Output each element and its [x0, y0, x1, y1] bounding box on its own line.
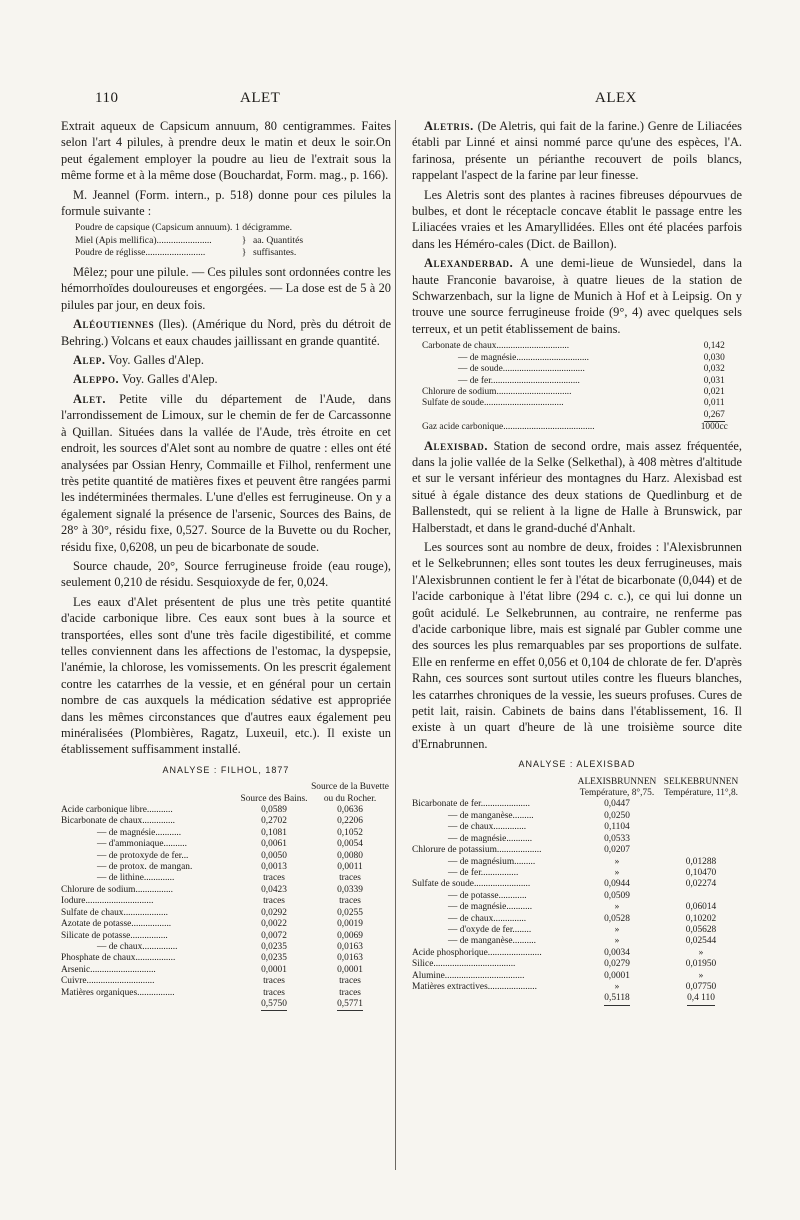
- table-total-row: 0,267: [422, 410, 736, 422]
- table-row: Bicarbonate de chaux.............. 0,2702 0,2206: [61, 816, 363, 827]
- table-row: — de soude................................... 0,032: [458, 364, 725, 375]
- table-row: Cuivre............................. traces traces: [61, 976, 361, 987]
- table-total-row: 0,5750 0,5771: [61, 999, 391, 1011]
- table-row: Phosphate de chaux................. 0,0235 0,0163: [61, 953, 363, 964]
- table-header: Source des Bains. Source de la Buvette ou du Rocher.: [240, 782, 389, 804]
- entry-aleoutiennes: Aléoutiennes (Iles). (Amérique du Nord, près du détroit de Behring.) Volcans et eaux chaudes jaillissant en grande quantité.: [61, 317, 391, 348]
- table-row: Bicarbonate de fer..................... 0,0447: [412, 799, 630, 810]
- table-row: — de fer................ » 0,10470: [448, 867, 717, 878]
- table-row: Silice................................... 0,0279 0,01950: [412, 959, 717, 970]
- right-running-title: ALEX: [595, 90, 637, 106]
- paragraph: Les eaux d'Alet présentent de plus une très petite quantité d'acide carbonique libre. Ces eaux sont bues à la source et transportées, elles sont d'une très facile digestibilité, et comme telles conviennent dans les affections de l'estomac, la dyspepsie, l'anémie, la chlorose, les vomissements. On les prescrit également contre les catarrhes de la vessie, et en général pour un certain nombre de cas auxquels la médication sédative est appropriée dans les mêmes circonstances que d'autres eaux également peu minéralisées (Plombières, Ragatz, Luxeuil, etc.). Il existe un établissement suffisamment installé.: [61, 594, 391, 757]
- table-header: ALEXISBRUNNEN Température, 8°,75. SELKEBRUNNEN Température, 11°,8.: [577, 776, 739, 799]
- table-row: — de magnésie........... » 0,06014: [448, 902, 717, 913]
- table-row: — de manganèse.......... » 0,02544: [448, 936, 717, 947]
- table-row: Matières extractives..................... » 0,07750: [412, 981, 717, 992]
- paragraph: Source chaude, 20°, Source ferrugineuse froide (eau rouge), seulement 0,210 de résidu. Sesquioxyde de fer, 0,024.: [61, 558, 391, 590]
- alet-analysis-table: [61, 782, 391, 1011]
- table-row: — de magnésium......... » 0,01288: [448, 856, 717, 867]
- table-row: — de magnésie............................... 0,030: [458, 352, 725, 363]
- recipe-line: Poudre de réglisse......................... } suffisantes.: [75, 246, 297, 258]
- table-row: — d'oxyde de fer........ » 0,05628: [448, 924, 717, 935]
- entry-headword: Alet.: [73, 391, 107, 406]
- alexisbad-analysis-table: [412, 777, 742, 1006]
- table-caption: ANALYSE : FILHOL, 1877: [162, 764, 290, 775]
- recipe-line: Miel (Apis mellifica)....................... } aa. Quantités: [75, 234, 304, 246]
- table-row: Chlorure de sodium................ 0,0423 0,0339: [61, 884, 363, 895]
- table-row: — de magnésie........... 0,1081 0,1052: [97, 827, 363, 838]
- entry-headword: Aletris.: [424, 119, 474, 133]
- table-row: — de chaux.............. 0,1104: [448, 822, 630, 833]
- page-number: 110: [95, 90, 119, 106]
- table-row: Sulfate de soude........................ 0,0944 0,02274: [412, 879, 717, 890]
- table-row: — de protoxyde de fer... 0,0050 0,0080: [97, 850, 363, 861]
- alexanderbad-table: [422, 341, 736, 433]
- entry-alexanderbad: Alexanderbad. A une demi-lieue de Wunsiedel, dans la haute Franconie bavaroise, à quatre lieues de la station de Schwarzenbach, sur la ligne de Munich à Hof et à Leipsig. On y trouve une source ferrugineuse froide (9°, 4) avec quelques sels terreux, et un petit établissement de bains.: [412, 256, 742, 336]
- paragraph: Extrait aqueux de Capsicum annuum, 80 centigrammes. Faites selon l'art 4 pilules, à prendre deux le matin et deux le soir.On peut également employer la poudre au lieu de l'extrait sous la même forme et à la même dose (Bouchardat, Form. mag., p. 166).: [61, 119, 391, 183]
- pill-recipe: [75, 222, 391, 259]
- entry-aletris: Aletris. (De Aletris, qui fait de la farine.) Genre de Liliacées établi par Linné et ainsi nommé parce qu'une des espèces, l'A. farinosa, présente un périanthe recouvert de poils blancs, rappelant l'aspect de la farine par leur finesse.: [412, 119, 742, 183]
- table-row: Silicate de potasse................ 0,0072 0,0069: [61, 930, 363, 941]
- table-row: — de chaux.............. 0,0528 0,10202: [448, 913, 717, 924]
- table-row: Gaz acide carbonique....................................... 1000cc: [422, 422, 728, 433]
- paragraph: M. Jeannel (Form. intern., p. 518) donne pour ces pilules la formule suivante :: [61, 187, 391, 219]
- entry-headword: Alexisbad.: [424, 438, 489, 453]
- table-row: Arsenic............................ 0,0001 0,0001: [61, 964, 363, 975]
- left-column: [61, 118, 391, 1011]
- table-row: Carbonate de chaux............................... 0,142: [422, 341, 725, 352]
- table-row: Sulfate de chaux................... 0,0292 0,0255: [61, 907, 363, 918]
- entry-headword: Aléoutiennes: [73, 317, 155, 332]
- table-total-row: 0,5118 0,4 110: [412, 993, 742, 1005]
- paragraph: Les Aletris sont des plantes à racines fibreuses dépourvues de bulbes, et dont le réceptacle concave établit le passage entre les Liliacées vraies et les Amaryllidées. Elles ont été placées parfois dans les Héméro-cales (Dict. de Baillon).: [412, 187, 742, 251]
- left-running-title: ALET: [240, 90, 281, 106]
- table-row: — de lithine............. traces traces: [97, 873, 361, 884]
- table-row: Acide carbonique libre........... 0,0589 0,0636: [61, 805, 363, 816]
- table-row: Azotate de potasse................. 0,0022 0,0019: [61, 919, 363, 930]
- paragraph: Les sources sont au nombre de deux, froides : l'Alexisbrunnen et le Selkebrunnen; elles sont toutes les deux ferrugineuses, mais l'Alexisbrunnen contient le fer à l'état de bicarbonate (0,044) et de l'acide carbonique à l'état libre (294 c. c.), ce qui lui donne un goût acidulé. Le Selkebrunnen, au contraire, ne renferme pas d'acide carbonique libre, mais est signalé par Gubler comme une des sources les plus remarquables par ses proportions de sulfate. Elle en renferme en effet 0,056 et 0,104 de chlorate de fer. D'après Rahn, ces sources sont surtout utiles contre les flueurs blanches, les catarrhes chroniques de la vessie, les sueurs profuses. Cures de petit lait, raisin. Cabinets de bains dans l'établissement, 16. Il existe à un quart d'heure de là une troisième source dite d'Ernabrunnen.: [412, 539, 742, 751]
- table-caption: ANALYSE : ALEXISBAD: [518, 759, 636, 770]
- table-row: — de chaux............... 0,0235 0,0163: [97, 941, 363, 952]
- paragraph: Mêlez; pour une pilule. — Ces pilules sont ordonnées contre les hémorrhoïdes douloureuses et engorgées. — La dose est de 5 à 20 pilules par jour, en deux fois.: [61, 265, 391, 312]
- table-row: Chlorure de sodium................................ 0,021: [422, 386, 725, 397]
- right-column: [412, 118, 742, 1006]
- table-row: Alumine.................................. 0,0001 »: [412, 970, 704, 981]
- entry-headword: Alep.: [73, 353, 106, 368]
- table-row: Chlorure de potassium................... 0,0207: [412, 845, 630, 856]
- entry-alet: Alet. Petite ville du département de l'Aude, dans l'arrondissement de Limoux, sur le chemin de fer de Carcassonne à Quillan. Situées dans la vallée de l'Aude, très étroite en cet endroit, les sources d'Alet sont au nombre de quatre : elles ont été analysées par Ossian Henry, Commaille et Filhol, renferment une très petite quantité de matières fixes et peuvent être rangées parmi les indéterminées thermales. L'une d'elles est ferrugineuse. On y a également signalé la présence de l'arsenic, Sources des Bains, de 28° à 30°, résidu fixe, 0,527. Source de la Buvette ou du Rocher, résidu fixe, 0,6208, un peu de bicarbonate de soude.: [61, 391, 391, 554]
- table-row: — d'ammoniaque.......... 0,0061 0,0054: [97, 839, 363, 850]
- entry-aleppo: Aleppo. Voy. Galles d'Alep.: [73, 372, 218, 387]
- entry-alexisbad: Alexisbad. Station de second ordre, mais assez fréquentée, dans la jolie vallée de la Selke (Selkethal), à 408 mètres d'altitude et sur le versant inférieur des montagnes du Harz. Alexisbad est situé à égale distance des deux stations de Quedlinburg et de Ballenstedt, qui se relient à la ligne de Halle à Brunswick, par Halberstadt, et dans le grand-duché d'Anhalt.: [412, 438, 742, 535]
- table-row: — de protox. de mangan. 0,0013 0,0011: [97, 862, 363, 873]
- table-row: — de potasse............ 0,0509: [448, 890, 630, 901]
- table-row: Sulfate de soude.................................. 0,011: [422, 398, 725, 409]
- table-row: — de fer...................................... 0,031: [458, 375, 725, 386]
- table-row: Acide phosphorique....................... 0,0034 »: [412, 947, 704, 958]
- table-row: — de magnésie........... 0,0533: [448, 833, 630, 844]
- recipe-line: Poudre de capsique (Capsicum annuum). 1 décigramme.: [75, 222, 293, 234]
- table-row: — de manganèse......... 0,0250: [448, 810, 630, 821]
- column-divider: [395, 120, 396, 1170]
- entry-alep: Alep. Voy. Galles d'Alep.: [73, 353, 204, 368]
- table-row: Iodure............................. traces traces: [61, 896, 361, 907]
- entry-headword: Alexanderbad.: [424, 256, 514, 271]
- table-row: Matières organiques................ traces traces: [61, 987, 361, 998]
- entry-headword: Aleppo.: [73, 372, 120, 387]
